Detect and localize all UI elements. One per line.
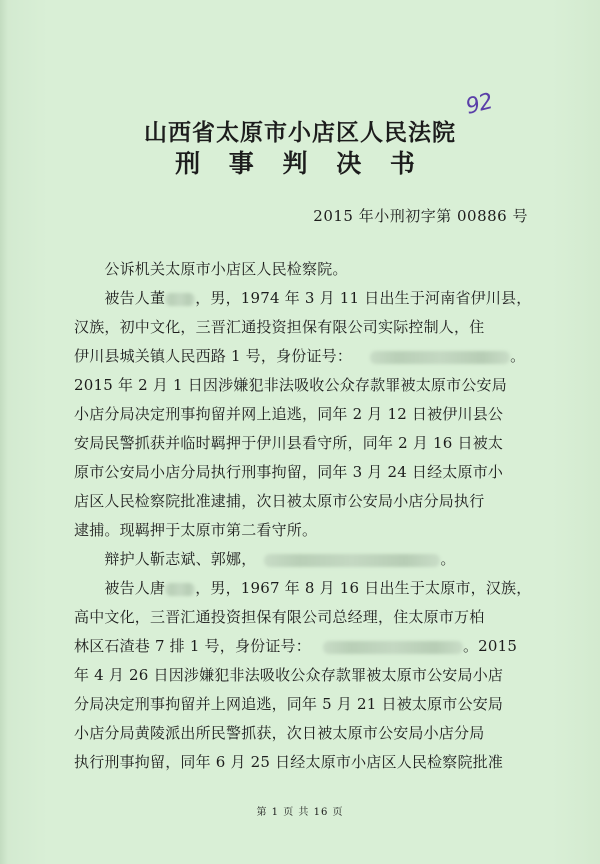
body-line: 小店分局黄陵派出所民警抓获，次日被太原市公安局小店分局 [74,724,485,742]
body-line: 公诉机关太原市小店区人民检察院。 [74,260,348,278]
body-line: 辩护人靳志斌、郭娜， 。 [74,550,456,568]
body-line: 年 4 月 26 日因涉嫌犯非法吸收公众存款罪被太原市公安局小店 [74,666,504,684]
case-number: 2015 年小刑初字第 00886 号 [313,207,528,225]
body-line: 被告人唐 ，男，1967 年 8 月 16 日出生于太原市，汉族， [74,579,532,597]
body-line: 汉族，初中文化，三晋汇通投资担保有限公司实际控制人，住 [74,318,485,336]
handwritten-page-number: 92 [463,89,495,120]
body-line: 林区石渣巷 7 排 1 号，身份证号： 。2015 [74,637,518,655]
redacted-id-number [370,351,510,364]
page-indicator: 第 1 页 共 16 页 [256,807,344,818]
body-line: 小店分局决定刑事拘留并网上追逃，同年 2 月 12 日被伊川县公 [74,405,504,423]
body-line: 安局民警抓获并临时羁押于伊川县看守所，同年 2 月 16 日被太 [74,434,504,452]
body-line: 原市公安局小店分局执行刑事拘留，同年 3 月 24 日经太原市小 [74,463,504,481]
redacted-name [165,583,195,596]
court-name: 山西省太原市小店区人民法院 [144,119,456,146]
body-line: 逮捕。现羁押于太原市第二看守所。 [74,521,318,539]
redacted-id-number [323,641,463,654]
body-line: 分局决定刑事拘留并上网追逃，同年 5 月 21 日被太原市公安局 [74,695,504,713]
body-line: 伊川县城关镇人民西路 1 号，身份证号： 。 [74,347,526,365]
redacted-name [165,293,195,306]
redacted-law-firm [264,554,440,567]
document-title: 刑 事 判 决 书 [175,149,425,178]
body-line: 店区人民检察院批准逮捕，次日被太原市公安局小店分局执行 [74,492,485,510]
body-line: 被告人董 ，男，1974 年 3 月 11 日出生于河南省伊川县， [74,289,532,307]
body-line: 2015 年 2 月 1 日因涉嫌犯非法吸收公众存款罪被太原市公安局 [74,376,507,394]
body-line: 执行刑事拘留，同年 6 月 25 日经太原市小店区人民检察院批准 [74,753,504,771]
body-line: 高中文化，三晋汇通投资担保有限公司总经理，住太原市万柏 [74,608,485,626]
